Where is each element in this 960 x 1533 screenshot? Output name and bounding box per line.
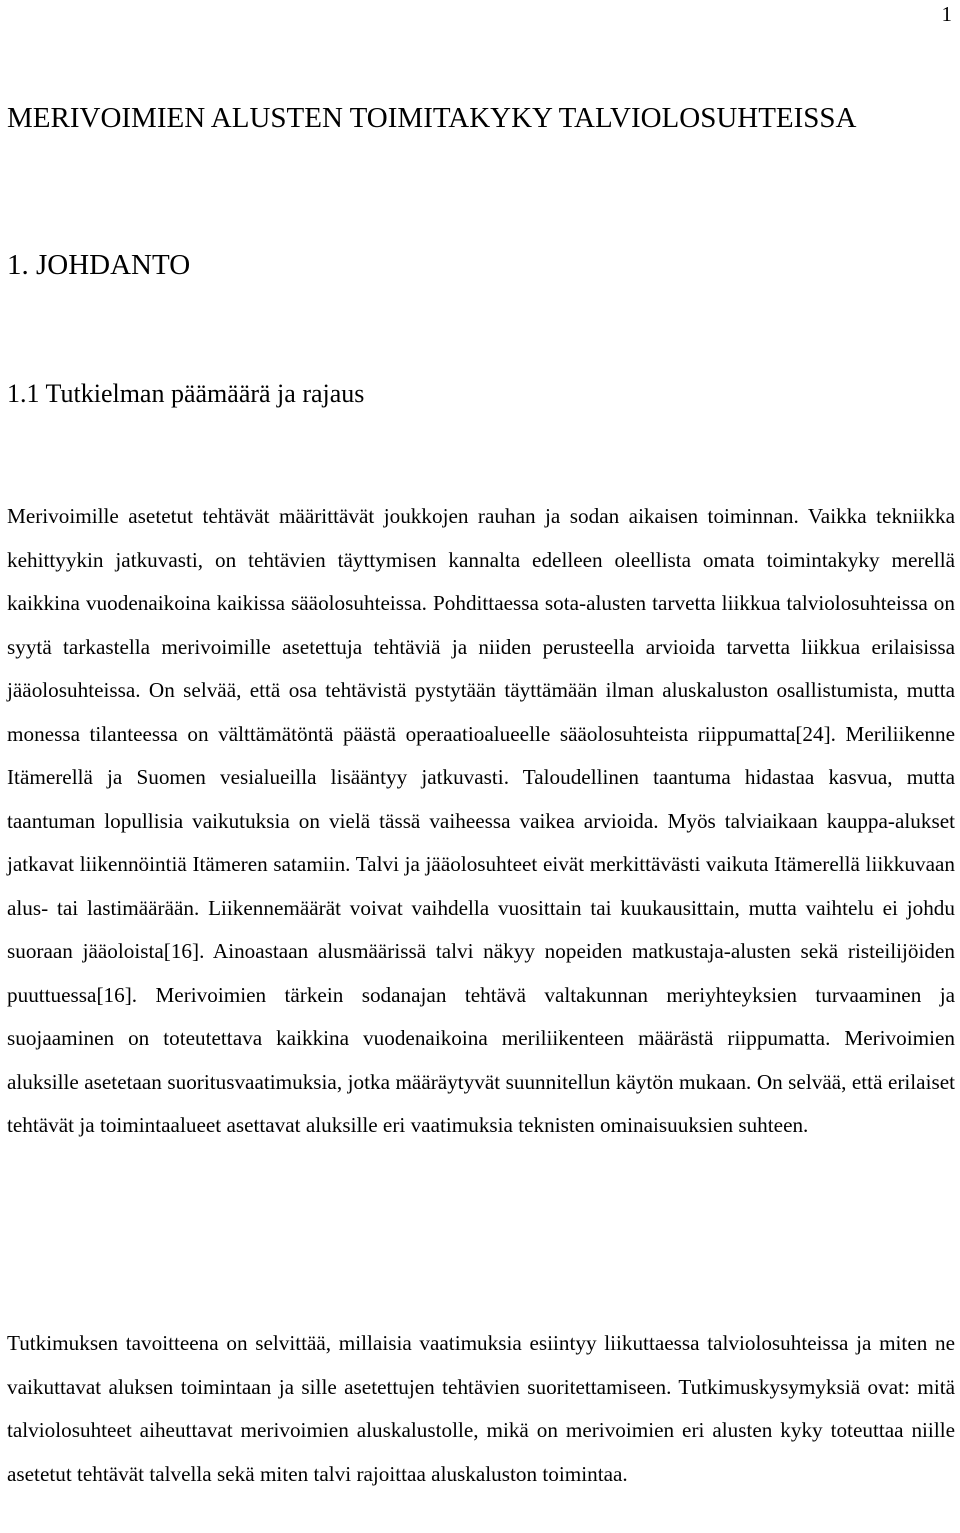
chapter-heading: 1. JOHDANTO [7,249,191,281]
section-heading: 1.1 Tutkielman päämäärä ja rajaus [7,379,365,408]
page-number: 1 [941,2,952,26]
body-paragraph-1: Merivoimille asetetut tehtävät määrittävät joukkojen rauhan ja sodan aikaisen toiminnan. Vaikka tekniikka kehittyykin jatkuvasti, on tehtävien täyttymisen kannalta edelleen oleellista omata toimintakyky merellä kaikkina vuodenaikoina kaikissa sääolosuhteissa. Pohdittaessa sota-alusten tarvetta liikkua talviolosuhteissa on syytä tarkastella merivoimille asetettuja tehtäviä ja niiden perusteella arvioida tarvetta liikkua erilaisissa jääolosuhteissa. On selvää, että osa tehtävistä pystytään täyttämään ilman aluskaluston osallistumista, mutta monessa tilanteessa on välttämätöntä päästä operaatioalueelle sääolosuhteista riippumatta[24]. Meriliikenne Itämerellä ja Suomen vesialueilla lisääntyy jatkuvasti. Taloudellinen taantuma hidastaa kasvua, mutta taantuman lopullisia vaikutuksia on vielä tässä vaiheessa vaikea arvioida. Myös talviaikaan kauppa-alukset jatkavat liikennöintiä Itämeren satamiin. Talvi ja jääolosuhteet eivät merkittävästi vaikuta Itämerellä liikkuvaan alus- tai lastimäärään. Liikennemäärät voivat vaihdella vuosittain tai kuukausittain, mutta vaihtelu ei johdu suoraan jääoloista[16]. Ainoastaan alusmäärissä talvi näkyy nopeiden matkustaja-alusten sekä risteilijöiden puuttuessa[16]. Merivoimien tärkein sodanajan tehtävä valtakunnan meriyhteyksien turvaaminen ja suojaaminen on toteutettava kaikkina vuodenaikoina meriliikenteen määrästä riippumatta. Merivoimien aluksille asetetaan suoritusvaatimuksia, jotka määräytyvät suunnitellun käytön mukaan. On selvää, että erilaiset tehtävät ja toimintaalueet asettavat aluksille eri vaatimuksia teknisten ominaisuuksien suhteen. [7,504,955,1137]
body-paragraph-2: Tutkimuksen tavoitteena on selvittää, millaisia vaatimuksia esiintyy liikuttaessa talviolosuhteissa ja miten ne vaikuttavat aluksen toimintaan ja sille asetettujen tehtävien suoritettamiseen. Tutkimuskysymyksiä ovat: mitä talviolosuhteet aiheuttavat merivoimien aluskalustolle, mikä on merivoimien eri alusten kyky toteuttaa niille asetetut tehtävät talvella sekä miten talvi rajoittaa aluskaluston toimintaa. [7,1331,955,1486]
document-title: MERIVOIMIEN ALUSTEN TOIMITAKYKY TALVIOLOSUHTEISSA [7,102,857,134]
